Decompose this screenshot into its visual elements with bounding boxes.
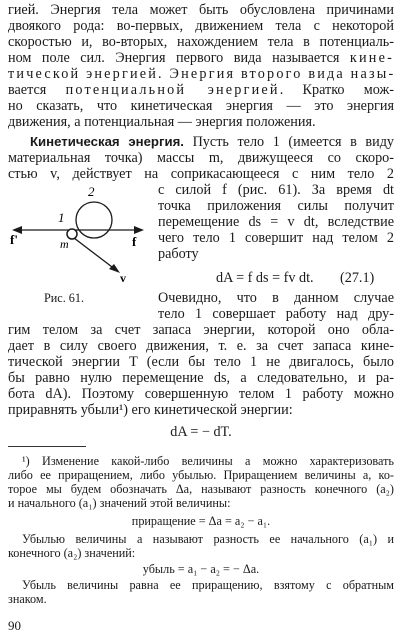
footnote-line: торое мы будем обозначать Δa, называют разность конечного (a₂): [8, 482, 394, 496]
footnote-line: знаком.: [8, 592, 47, 606]
figure-label: 2: [88, 184, 95, 199]
text-line: скоростью и, во-вторых, нахождением тела в потенциаль-: [8, 34, 394, 50]
text-line: работу: [158, 246, 199, 262]
footnote-line: Убылью величины a называют разность ее начального (a₁) и: [22, 532, 394, 546]
figure-label: 1: [58, 210, 65, 225]
footnote-divider: [8, 446, 86, 447]
text-line: с силой f (рис. 61). За время dt: [158, 182, 394, 198]
text-fragment: . Кратко мож-: [279, 82, 394, 98]
text-fragment: ном поле сил. Энергия первого вида называется: [8, 50, 340, 66]
figure-label: m: [60, 237, 69, 251]
text-line: но сказать, что кинетическая энергия — это энергия: [8, 98, 394, 114]
spaced-term: потенциальной энергией: [65, 82, 280, 98]
footnote-line: Убыль величины равна ее приращению, взятому с обратным: [22, 578, 394, 592]
footnote-line: конечного (a₂) значений:: [8, 546, 136, 560]
text-fragment: вается: [8, 82, 47, 98]
text-line: стью v, действует на соприкасающееся с ним тело 2: [8, 166, 394, 182]
text-line: Очевидно, что в данном случае: [158, 290, 394, 306]
text-fragment: тической энергией. Энергия второго вида назы-: [8, 66, 396, 82]
text-fragment: Пусть тело 1 (имеется в виду: [192, 134, 395, 150]
text-line: дает в силу своего движения, т. е. за счет запаса кине-: [8, 338, 394, 354]
text-line: движения, а потенциальная — энергия положения.: [8, 114, 316, 130]
equation-dA-dT: dA = − dT.: [170, 424, 232, 440]
figure-61-diagram: [8, 170, 150, 282]
figure-label: f': [10, 232, 18, 247]
page-number: 90: [8, 618, 21, 633]
text-line: двоякого рода: во-первых, движением тела с некоторой: [8, 18, 394, 34]
section-heading: Кинетическая энергия.: [30, 134, 184, 149]
text-line: тело 1 совершает работу над дру-: [158, 306, 394, 322]
footnote-formula: убыль = a₁ − a₂ = − Δa.: [142, 562, 260, 576]
footnote-line: либо ее приращением, либо убылью. Приращением величины a, ко-: [8, 468, 394, 482]
text-line: перемещение ds = v dt, вследствие: [158, 214, 394, 230]
text-line: чего тело 1 совершит над телом 2: [158, 230, 394, 246]
text-line: [8, 66, 394, 82]
figure-label: f: [132, 234, 137, 249]
figure-label: v: [120, 271, 126, 282]
text-line: бы равно нулю перемещение ds, а следовательно, и ра-: [8, 370, 394, 386]
text-line: гией. Энергия тела может быть обусловлена причинами: [8, 2, 394, 18]
equation-number: (27.1): [340, 270, 375, 286]
text-line: точка приложения силы получит: [158, 198, 394, 214]
section-first-line: [30, 134, 394, 150]
figure-caption: Рис. 61.: [44, 291, 85, 305]
text-line: [8, 50, 394, 66]
footnote-formula: приращение = Δa = a₂ − a₁.: [131, 514, 271, 528]
footnote-line: ¹) Изменение какой-либо величины a можно характеризовать: [22, 454, 394, 468]
text-line: бота dA). Поэтому совершенную телом 1 работу можно: [8, 386, 394, 402]
footnote-line: и начального (a₁) значений этой величины:: [8, 496, 231, 510]
spaced-term: кине-: [349, 50, 395, 66]
text-line: тической энергии T (если бы тело 1 не двигалось, было: [8, 354, 394, 370]
text-line: приравнять убыли¹) его кинетической энергии:: [8, 402, 293, 418]
text-line: материальная точка) массы m, движущееся со скоро-: [8, 150, 394, 166]
text-line: гим телом за счет запаса энергии, которой оно обла-: [8, 322, 394, 338]
text-line: [8, 82, 394, 98]
equation-27-1: dA = f ds = fv dt.: [216, 270, 314, 286]
